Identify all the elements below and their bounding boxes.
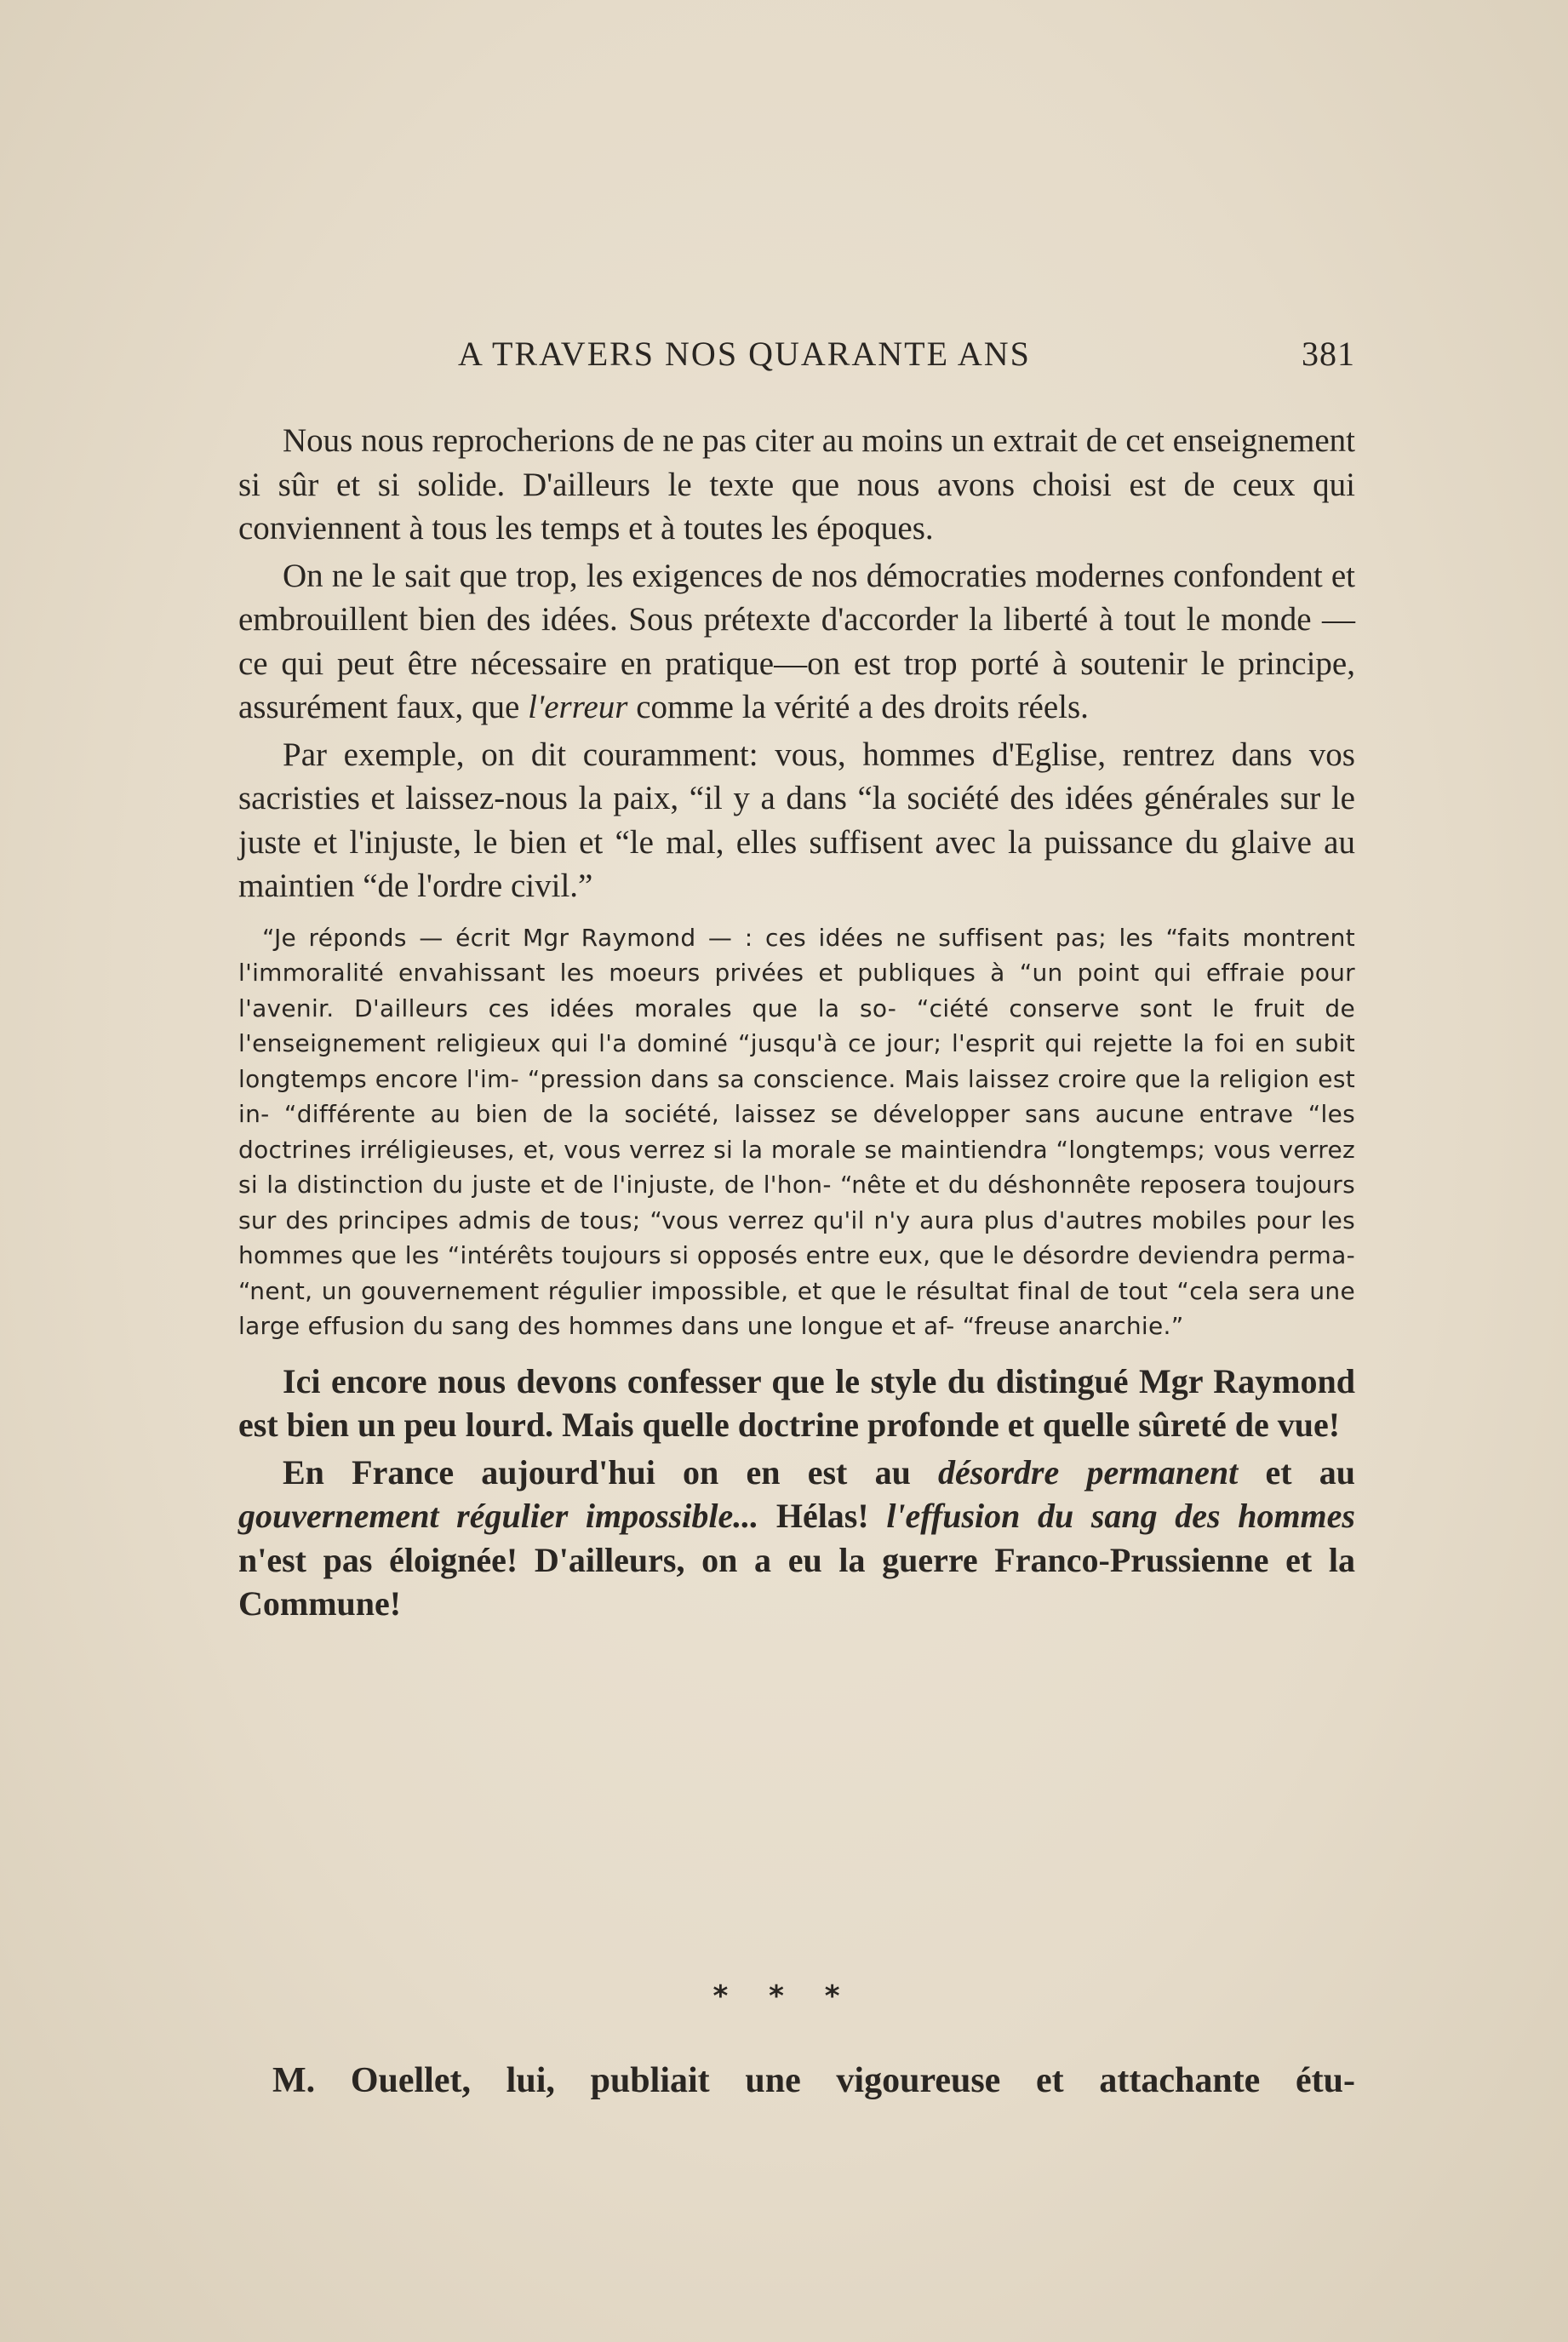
running-header <box>238 334 1355 374</box>
paragraph-5-text-d: n'est pas éloignée! D'ailleurs, on a eu la guerre Franco-Prussienne et la Commune! <box>238 1540 1355 1623</box>
running-title: A TRAVERS NOS QUARANTE ANS <box>458 335 1031 373</box>
paragraph-5 <box>238 1451 1355 1626</box>
page-body <box>238 419 1355 1629</box>
block-quote: “Je réponds — écrit Mgr Raymond — : ces idées ne suffisent pas; les “faits montrent l'immoralité envahissant les moeurs privées et publiques à “un point qui effraie pour l'avenir. D'ailleurs ces idées morales que la so- “ciété conserve sont le fruit de l'enseignement religieux qui l'a dominé “jusqu'à ce jour; l'esprit qui rejette la foi en subit longtemps encore l'im- “pression dans sa conscience. Mais laissez croire que la religion est in- “différente au bien de la société, laissez se développer sans aucune entrave “les doctrines irréligieuses, et, vous verrez si la morale se maintiendra “longtemps; vous verrez si la distinction du juste et de l'injuste, de l'hon- “nête et du déshonnête reposera toujours sur des principes admis de tous; “vous verrez qu'il n'y aura plus d'autres mobiles pour les hommes que les “intérêts toujours si opposés entre eux, que le désordre deviendra perma- “nent, un gouvernement régulier impossible, et que le résultat final de tout “cela sera une large effusion du sang des hommes dans une longue et af- “freuse anarchie.” <box>238 923 1355 1340</box>
paragraph-5-text-b: et au <box>1238 1452 1355 1492</box>
paragraph-2 <box>238 554 1355 730</box>
paragraph-5-emphasis-1: désordre permanent <box>938 1452 1239 1492</box>
paragraph-5-text-c: Hélas! <box>758 1497 887 1535</box>
paragraph-3: Par exemple, on dit couramment: vous, hommes d'Eglise, rentrez dans vos sacristies et laissez-nous la paix, “il y a dans “la société des idées générales sur le juste et l'injuste, le bien et “le mal, elles suffisent avec la puissance du glaive au maintien “de l'ordre civil.” <box>238 736 1355 904</box>
paragraph-5-emphasis-3: l'effusion du sang des hommes <box>886 1497 1355 1535</box>
last-line: M. Ouellet, lui, publiait une vigoureuse et attachante étu- <box>272 2061 1355 2100</box>
paragraph-5-text-a: En France aujourd'hui on en est au <box>283 1452 939 1492</box>
paragraph-4: Ici encore nous devons confesser que le style du distingué Mgr Raymond est bien un peu lourd. Mais quelle doctrine profonde et quelle sûreté de vue! <box>238 1361 1355 1444</box>
paragraph-2-text-b: comme la vérité a des droits réels. <box>627 689 1089 725</box>
page-number: 381 <box>1302 335 1355 373</box>
paragraph-2-text-a: On ne le sait que trop, les exigences de nos démocraties modernes confondent et embrouillent bien des idées. Sous prétexte d'accorder la liberté à tout le monde — ce qui peut être nécessaire en pratique—on est trop porté à soutenir le principe, assurément faux, que <box>238 557 1355 725</box>
section-separator: * * * <box>712 1979 856 2013</box>
paragraph-2-emphasis: l'erreur <box>528 689 628 725</box>
paragraph-1: Nous nous reprocherions de ne pas citer au moins un extrait de cet enseignement si sûr et si solide. D'ailleurs le texte que nous avons choisi est de ceux qui conviennent à tous les temps et à toutes les époques. <box>238 422 1355 547</box>
paragraph-5-emphasis-2: gouvernement régulier impossible... <box>238 1497 759 1535</box>
